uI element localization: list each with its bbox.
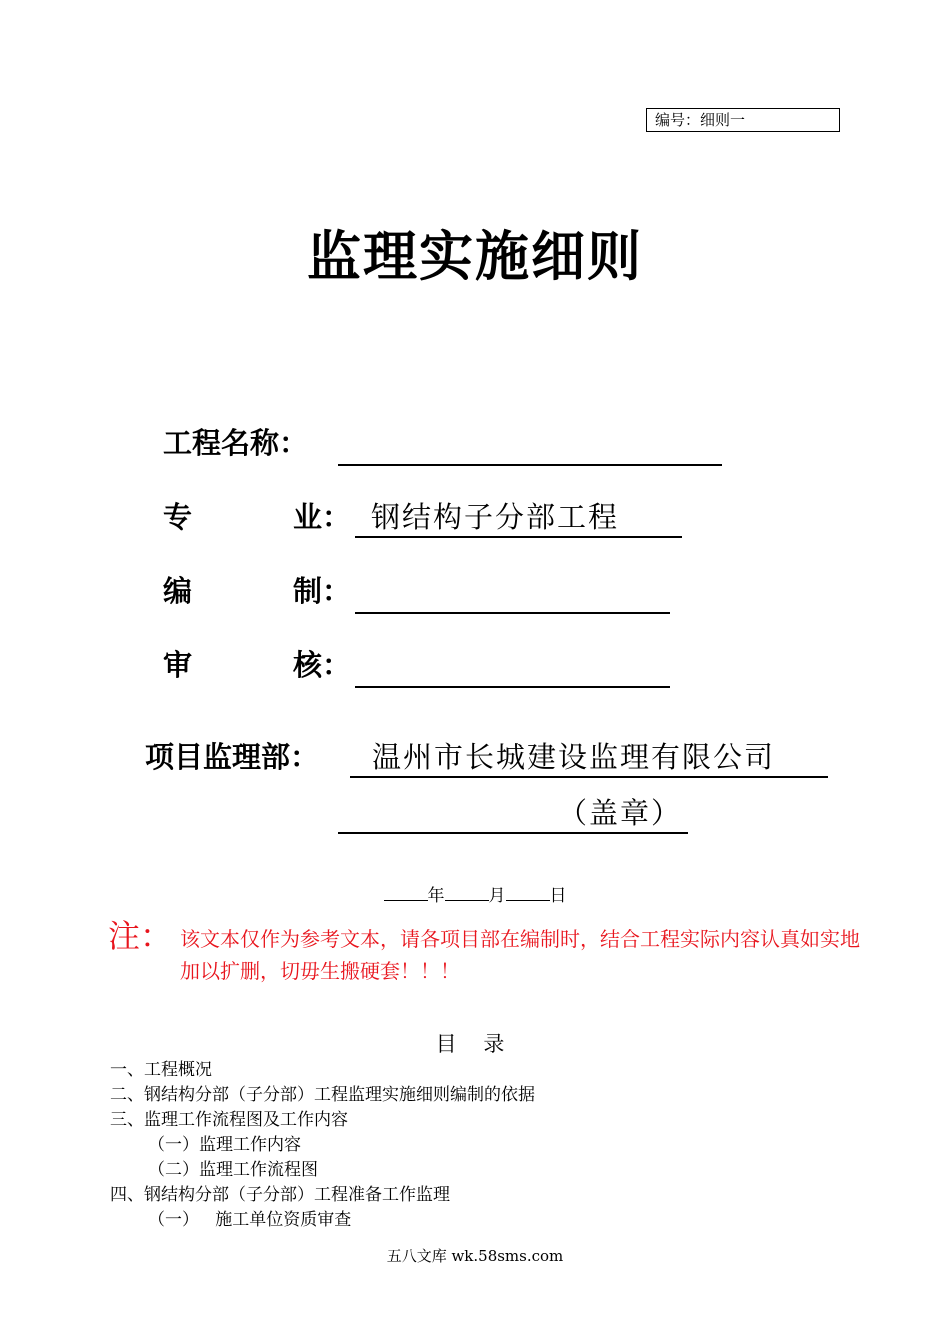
project-name-value (338, 422, 722, 466)
supervision-dept-row (0, 736, 950, 782)
day-label: 日 (549, 886, 567, 906)
compiled-row (0, 570, 950, 616)
compiled-label: 编 制： (163, 574, 351, 608)
note-text: 该文本仅作为参考文本，请各项目部在编制时，结合工程实际内容认真如实地加以扩删，切毋生搬硬套！！！ (180, 927, 860, 983)
year-label: 年 (427, 886, 445, 906)
reviewed-value (355, 644, 670, 688)
day-blank (506, 882, 550, 901)
supervision-dept-label: 项目监理部： (145, 740, 320, 774)
toc-item: 四、钢结构分部（子分部）工程准备工作监理 (110, 1185, 450, 1205)
specialty-label: 专 业： (163, 500, 351, 534)
toc-item: （一）监理工作内容 (148, 1135, 301, 1155)
page-footer: 五八文库 wk.58sms.com (386, 1247, 564, 1265)
month-label: 月 (488, 886, 506, 906)
toc-item: （一） 施工单位资质审查 (148, 1210, 352, 1230)
year-blank (384, 882, 428, 901)
specialty-value: 钢结构子分部工程 (355, 496, 682, 538)
toc-item: 三、监理工作流程图及工作内容 (110, 1110, 348, 1130)
document-title: 监理实施细则 (307, 225, 643, 288)
compiled-value (355, 570, 670, 614)
seal-row (0, 792, 950, 838)
note-label: 注： (108, 917, 173, 955)
toc-item: 一、工程概况 (110, 1060, 212, 1080)
project-name-label: 工程名称： (163, 426, 309, 460)
month-blank (445, 882, 489, 901)
project-name-row (0, 422, 950, 468)
reviewed-row (0, 644, 950, 690)
toc-item: 二、钢结构分部（子分部）工程监理实施细则编制的依据 (110, 1085, 535, 1105)
date-line (0, 882, 950, 908)
specialty-row (0, 496, 950, 542)
document-number-box (646, 108, 840, 132)
seal-value: （盖章） (338, 792, 688, 834)
toc-title: 目 录 (435, 1032, 515, 1056)
supervision-dept-value: 温州市长城建设监理有限公司 (350, 736, 828, 778)
document-number: 编号：细则一 (655, 111, 746, 129)
toc-item: （二）监理工作流程图 (148, 1160, 318, 1180)
reviewed-label: 审 核： (163, 648, 351, 682)
